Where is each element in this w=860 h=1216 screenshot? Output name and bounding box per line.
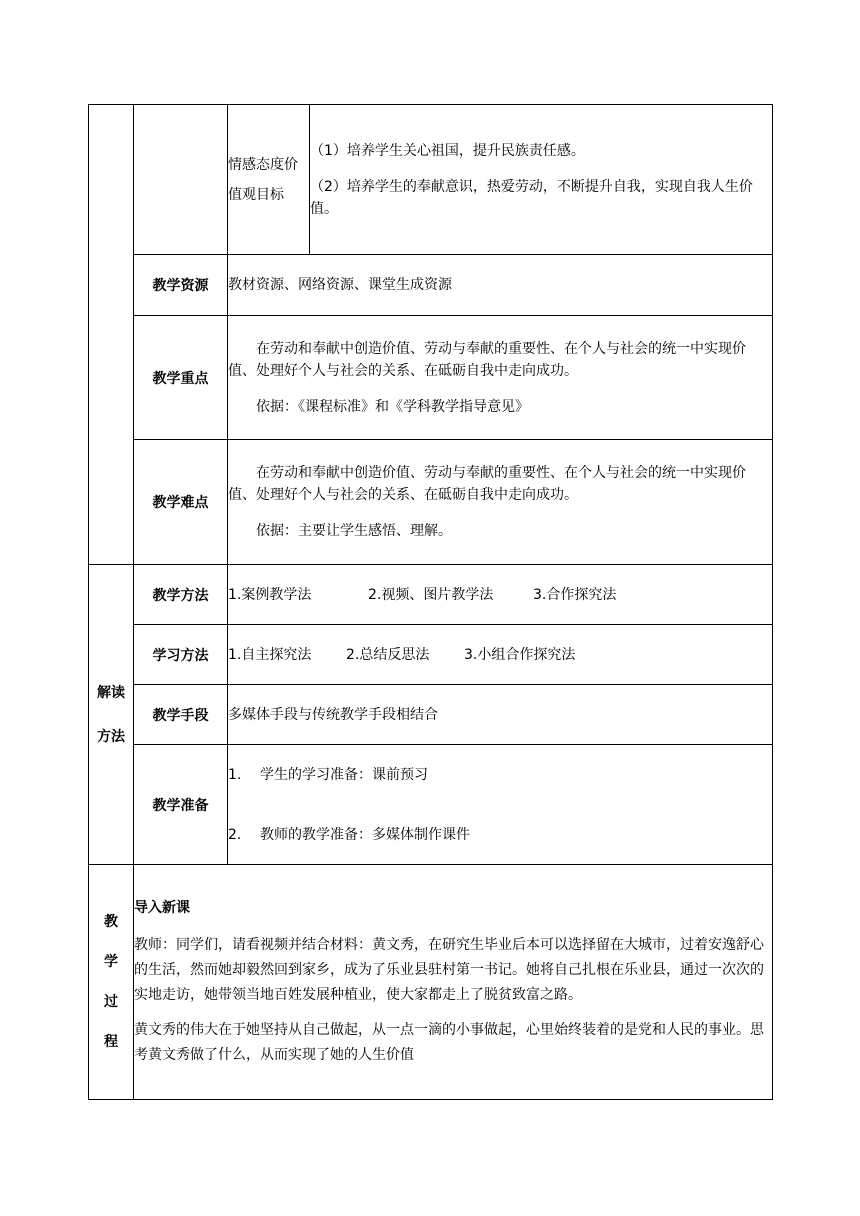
difficulties-label: 教学难点 — [134, 440, 228, 565]
learning-methods-row — [89, 625, 773, 685]
preparation-label: 教学准备 — [134, 745, 228, 865]
methods-section-label-line1: 解读 — [97, 684, 125, 701]
difficulties-content — [228, 440, 773, 565]
methods-section-label — [89, 565, 134, 865]
section-cell-empty — [89, 105, 134, 565]
preparation-row — [89, 745, 773, 865]
emotion-goal-item-1: （1）培养学生关心祖国，提升民族责任感。 — [310, 142, 585, 159]
teaching-methods-content — [228, 565, 773, 625]
difficulties-basis: 依据：主要让学生感悟、理解。 — [256, 523, 452, 539]
teaching-means-content: 多媒体手段与传统教学手段相结合 — [228, 685, 773, 745]
process-label-char: 学 — [104, 954, 118, 970]
process-paragraph-2: 黄文秀的伟大在于她坚持从自己做起，从一点一滴的小事做起，心里始终装着的是党和人民的事业。思考黄文秀做了什么，从而实现了她的人生价值 — [134, 1022, 764, 1063]
teaching-means-label: 教学手段 — [134, 685, 228, 745]
emotion-goal-row — [89, 105, 773, 255]
learning-method-item: 1.自主探究法 — [228, 646, 312, 663]
difficulties-row — [89, 440, 773, 565]
resources-label: 教学资源 — [134, 255, 228, 316]
resources-content: 教材资源、网络资源、课堂生成资源 — [228, 255, 773, 316]
emotion-goal-label: 情感态度价值观目标 — [228, 105, 310, 255]
key-points-row — [89, 316, 773, 440]
key-points-basis: 依据：《课程标准》和《学科教学指导意见》 — [256, 398, 529, 415]
lesson-plan-table — [88, 104, 773, 1100]
learning-method-item: 2.总结反思法 — [346, 646, 430, 663]
teaching-methods-row — [89, 565, 773, 625]
teaching-method-item: 1.案例教学法 — [228, 586, 312, 603]
goal-category-cell-empty — [134, 105, 228, 255]
key-points-content — [228, 316, 773, 440]
preparation-item-text: 教师的教学准备：多媒体制作课件 — [260, 826, 470, 843]
learning-methods-label: 学习方法 — [134, 625, 228, 685]
process-label-char: 程 — [104, 1034, 118, 1050]
preparation-item-text: 学生的学习准备：课前预习 — [260, 766, 428, 783]
teaching-method-item: 3.合作探究法 — [533, 586, 617, 603]
preparation-item — [228, 824, 772, 846]
process-row — [89, 865, 773, 1100]
emotion-goal-content — [310, 105, 773, 255]
emotion-goal-item-2: （2）培养学生的奉献意识，热爱劳动，不断提升自我，实现自我人生价值。 — [310, 178, 753, 217]
process-label-char: 过 — [104, 994, 118, 1010]
resources-row — [89, 255, 773, 316]
preparation-item-number: 1. — [228, 766, 242, 783]
process-content — [134, 865, 773, 1100]
process-section-label — [89, 865, 134, 1100]
teaching-methods-label: 教学方法 — [134, 565, 228, 625]
process-paragraph-1: 教师：同学们，请看视频并结合材料：黄文秀，在研究生毕业后本可以选择留在大城市，过着安逸舒心的生活，然而她却毅然回到家乡，成为了乐业县驻村第一书记。她将自己扎根在乐业县，通过一次次的实地走访，她带领当地百姓发展种植业，使大家都走上了脱贫致富之路。 — [134, 937, 764, 1003]
preparation-content — [228, 745, 773, 865]
key-points-text: 在劳动和奉献中创造价值、劳动与奉献的重要性、在个人与社会的统一中实现价值、处理好个人与社会的关系、在砥砺自我中走向成功。 — [228, 340, 746, 379]
preparation-item — [228, 764, 772, 786]
teaching-method-item: 2.视频、图片教学法 — [368, 586, 494, 603]
learning-method-item: 3.小组合作探究法 — [464, 646, 576, 663]
teaching-means-row — [89, 685, 773, 745]
learning-methods-content — [228, 625, 773, 685]
process-heading: 导入新课 — [134, 900, 190, 916]
preparation-item-number: 2. — [228, 826, 242, 843]
difficulties-text: 在劳动和奉献中创造价值、劳动与奉献的重要性、在个人与社会的统一中实现价值、处理好个人与社会的关系、在砥砺自我中走向成功。 — [228, 465, 746, 503]
process-label-char: 教 — [104, 914, 118, 930]
methods-section-label-line2: 方法 — [97, 728, 125, 745]
key-points-label: 教学重点 — [134, 316, 228, 440]
